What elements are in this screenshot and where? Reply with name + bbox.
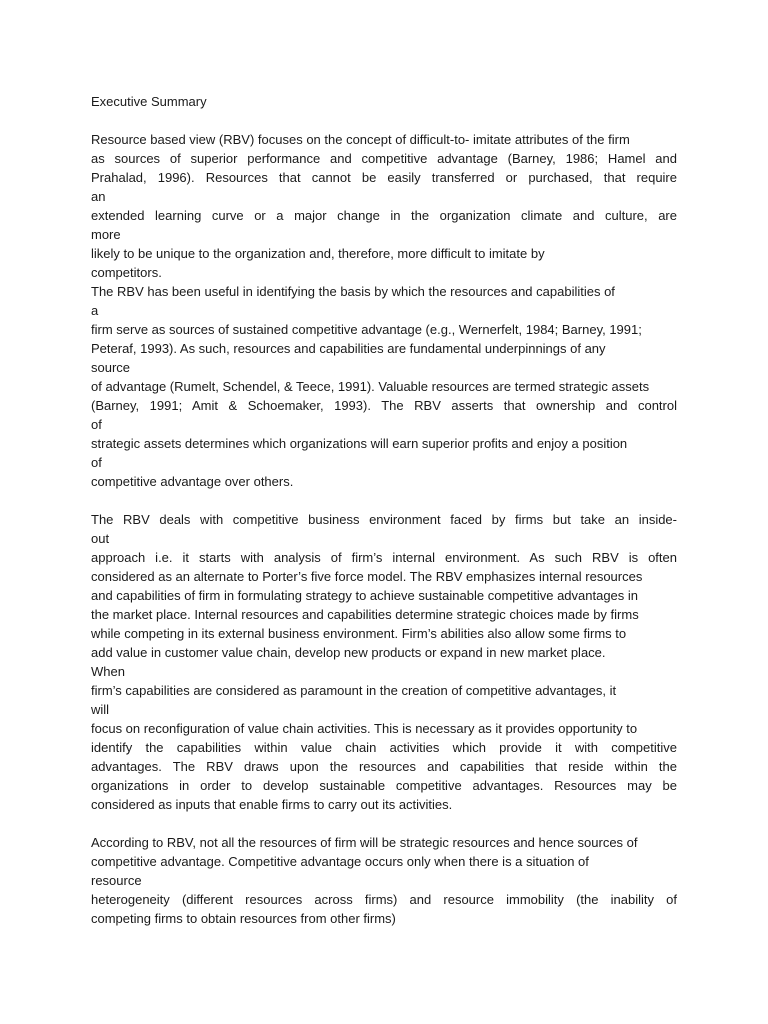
text-line: considered as inputs that enable firms to carry out its activities. [91, 797, 453, 812]
paragraph-1 [91, 130, 677, 491]
text-line: of [91, 455, 102, 470]
text-line: When [91, 664, 125, 679]
text-line: as sources of superior performance and competitive advantage (Barney, 1986; Hamel and [91, 151, 677, 166]
text-line: the market place. Internal resources and capabilities determine strategic choices made by firms [91, 607, 639, 622]
text-line: an [91, 189, 106, 204]
text-line: of [91, 417, 102, 432]
text-line: The RBV has been useful in identifying the basis by which the resources and capabilities of [91, 284, 615, 299]
paragraph-3 [91, 833, 677, 928]
text-line: more [91, 227, 121, 242]
document-title: Executive Summary [91, 94, 207, 109]
text-line: resource [91, 873, 142, 888]
text-line: source [91, 360, 131, 375]
text-line: competing firms to obtain resources from other firms) [91, 911, 396, 926]
text-line: Resource based view (RBV) focuses on the concept of difficult-to- imitate attributes of the firm [91, 132, 630, 147]
text-line: (Barney, 1991; Amit & Schoemaker, 1993). The RBV asserts that ownership and control [91, 398, 677, 413]
text-line: Peteraf, 1993). As such, resources and capabilities are fundamental underpinnings of any [91, 341, 606, 356]
text-line: firm serve as sources of sustained competitive advantage (e.g., Wernerfelt, 1984; Barney, 1991; [91, 322, 642, 337]
text-line: heterogeneity (different resources across firms) and resource immobility (the inability of [91, 892, 677, 907]
document-page [91, 92, 677, 947]
text-line: will [91, 702, 110, 717]
text-line: approach i.e. it starts with analysis of firm’s internal environment. As such RBV is often [91, 550, 677, 565]
text-line: and capabilities of firm in formulating strategy to achieve sustainable competitive advantages in [91, 588, 639, 603]
text-line: while competing in its external business environment. Firm’s abilities also allow some firms to [91, 626, 627, 641]
text-line: firm’s capabilities are considered as paramount in the creation of competitive advantages, it [91, 683, 617, 698]
text-line: add value in customer value chain, develop new products or expand in new market place. [91, 645, 606, 660]
paragraph-2 [91, 510, 677, 814]
text-line: focus on reconfiguration of value chain activities. This is necessary as it provides opportunity to [91, 721, 638, 736]
text-line: competitive advantage. Competitive advantage occurs only when there is a situation of [91, 854, 589, 869]
text-line: identify the capabilities within value chain activities which provide it with competitive [91, 740, 677, 755]
text-line: organizations in order to develop sustainable competitive advantages. Resources may be [91, 778, 677, 793]
text-line: advantages. The RBV draws upon the resources and capabilities that reside within the [91, 759, 677, 774]
text-line: a [91, 303, 99, 318]
text-line: competitive advantage over others. [91, 474, 294, 489]
text-line: competitors. [91, 265, 162, 280]
text-line: likely to be unique to the organization and, therefore, more difficult to imitate by [91, 246, 545, 261]
text-line: considered as an alternate to Porter’s five force model. The RBV emphasizes internal resources [91, 569, 643, 584]
text-line: extended learning curve or a major change in the organization climate and culture, are [91, 208, 677, 223]
text-line: The RBV deals with competitive business environment faced by firms but take an inside- [91, 512, 677, 527]
text-line: of advantage (Rumelt, Schendel, & Teece, 1991). Valuable resources are termed strategic assets [91, 379, 650, 394]
text-line: out [91, 531, 110, 546]
text-line: strategic assets determines which organizations will earn superior profits and enjoy a position [91, 436, 628, 451]
text-line: Prahalad, 1996). Resources that cannot be easily transferred or purchased, that require [91, 170, 677, 185]
text-line: According to RBV, not all the resources of firm will be strategic resources and hence sources of [91, 835, 638, 850]
